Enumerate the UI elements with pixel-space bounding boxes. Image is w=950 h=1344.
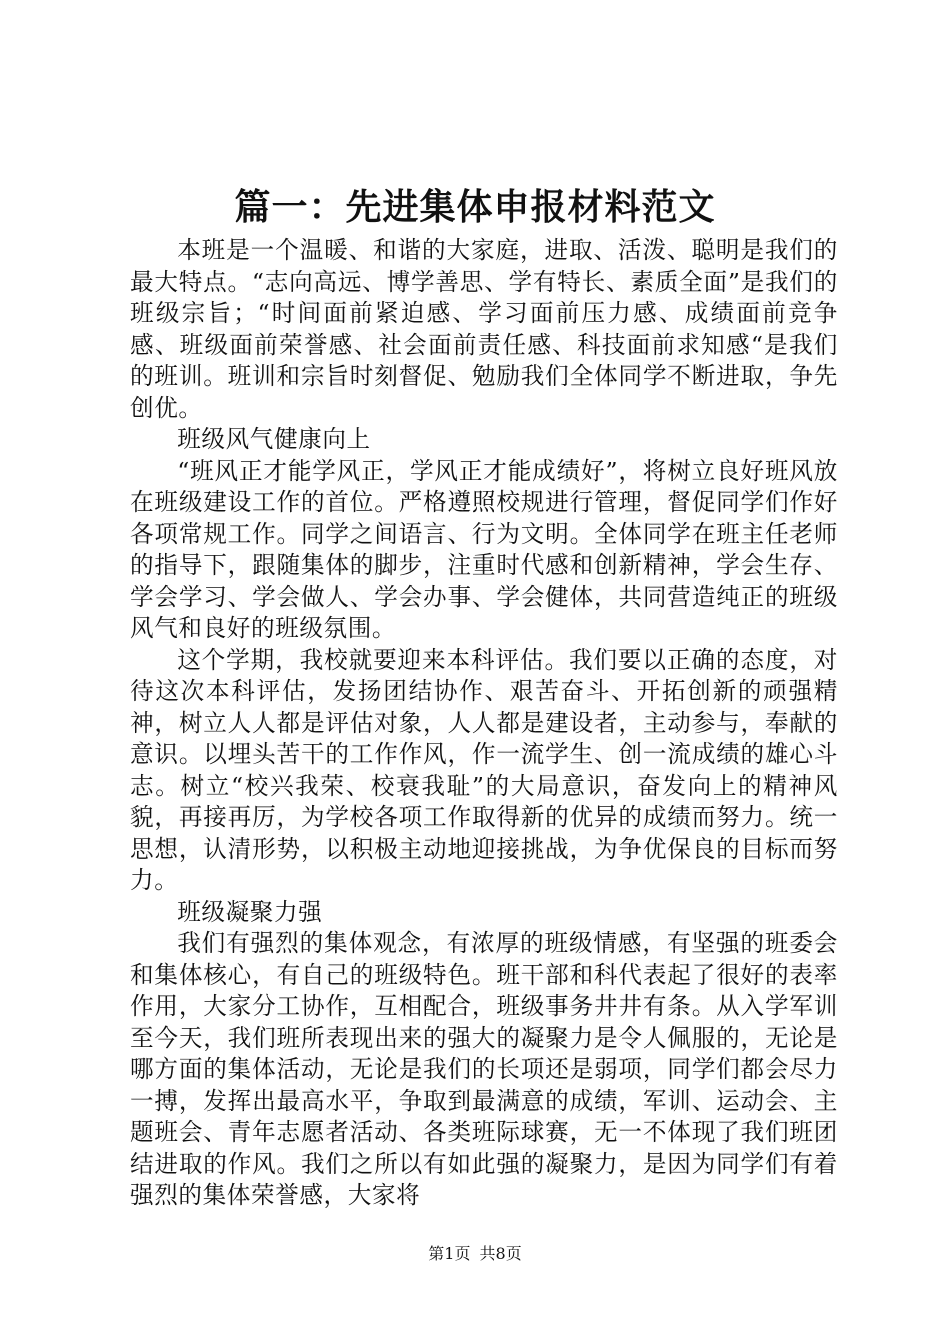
document-title: 篇一：先进集体申报材料范文 xyxy=(234,187,716,228)
page-number: 第1页 xyxy=(428,1244,471,1263)
paragraph-class-atmosphere: “班风正才能学风正，学风正才能成绩好”，将树立良好班风放在班级建设工作的首位。严格遵照校规进行管理，督促同学们作好各项常规工作。同学之间语言、行为文明。全体同学在班主任老师的指导下，跟随集体的脚步，注重时代感和创新精神，学会生存、学会学习、学会做人、学会办事、学会健体，共同营造纯正的班级风气和良好的班级氛围。 xyxy=(130,456,838,642)
page-footer xyxy=(0,1244,950,1264)
page-total: 共8页 xyxy=(479,1244,522,1263)
document-body xyxy=(130,235,838,1212)
section-heading-cohesion: 班级凝聚力强 xyxy=(177,897,323,926)
paragraph-intro: 本班是一个温暖、和谐的大家庭，进取、活泼、聪明是我们的最大特点。“志向高远、博学善思、学有特长、素质全面”是我们的班级宗旨；“时间面前紧迫感、学习面前压力感、成绩面前竞争感、班级面前荣誉感、社会面前责任感、科技面前求知感“是我们的班训。班训和宗旨时刻督促、勉励我们全体同学不断进取，争先创优。 xyxy=(130,236,838,422)
paragraph-evaluation: 这个学期，我校就要迎来本科评估。我们要以正确的态度，对待这次本科评估，发扬团结协作、艰苦奋斗、开拓创新的顽强精神，树立人人都是评估对象，人人都是建设者，主动参与，奉献的意识。以埋头苦干的工作作风，作一流学生、创一流成绩的雄心斗志。树立“校兴我荣、校衰我耻”的大局意识，奋发向上的精神风貌，再接再厉，为学校各项工作取得新的优异的成绩而努力。统一思想，认清形势，以积极主动地迎接挑战，为争优保良的目标而努力。 xyxy=(130,645,838,894)
section-heading-class-atmosphere: 班级风气健康向上 xyxy=(177,425,371,453)
paragraph-cohesion: 我们有强烈的集体观念，有浓厚的班级情感，有坚强的班委会和集体核心，有自己的班级特色。班干部和科代表起了很好的表率作用，大家分工协作，互相配合，班级事务井井有条。从入学军训至今天，我们班所表现出来的强大的凝聚力是令人佩服的，无论是哪方面的集体活动，无论是我们的长项还是弱项，同学们都会尽力一搏，发挥出最高水平，争取到最满意的成绩，军训、运动会、主题班会、青年志愿者活动、各类班际球赛，无一不体现了我们班团结进取的作风。我们之所以有如此强的凝聚力，是因为同学们有着强烈的集体荣誉感，大家将 xyxy=(130,929,838,1209)
